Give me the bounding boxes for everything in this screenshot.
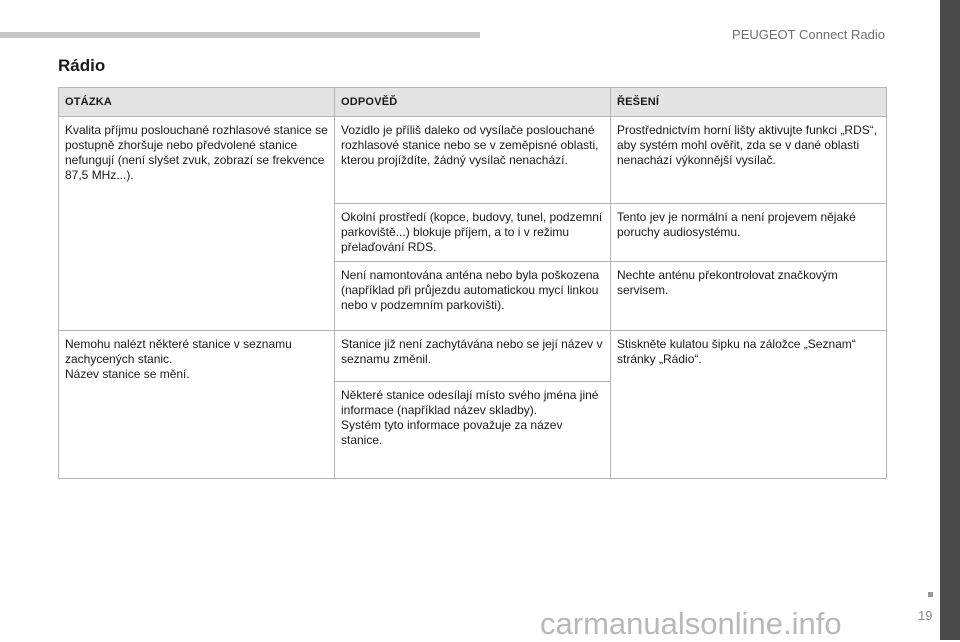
solution-cell: Nechte anténu překontrolovat značkovým servisem. [611,262,887,331]
page-number: 19 [918,608,933,623]
solution-cell: Tento jev je normální a není projevem nějaké poruchy audiosystému. [611,204,887,262]
solution-cell: Stiskněte kulatou šipku na záložce „Seznam“ stránky „Rádio“. [611,331,887,479]
section-title: Rádio [58,56,106,75]
answer-cell: Není namontována anténa nebo byla poškozena (například při průjezdu automatickou mycí linkou nebo v podzemním parkovišti). [335,262,611,331]
table-header-row [59,88,887,117]
answer-cell: Vozidlo je příliš daleko od vysílače poslouchané rozhlasové stanice nebo se v zeměpisné oblasti, kterou projíždíte, žádný vysílač nenachází. [335,117,611,204]
answer-cell: Některé stanice odesílají místo svého jména jiné informace (například název skladby). Systém tyto informace považuje za název stanice. [335,382,611,479]
solution-cell: Prostřednictvím horní lišty aktivujte funkci „RDS“, aby systém mohl ověřit, zda se v dané oblasti nenachází výkonnější vysílač. [611,117,887,204]
faq-table [58,87,887,479]
table-row [59,117,887,204]
watermark: carmanualsonline.info [540,606,842,641]
answer-cell: Okolní prostředí (kopce, budovy, tunel, podzemní parkoviště...) blokuje příjem, a to i v režimu přelaďování RDS. [335,204,611,262]
question-cell: Nemohu nalézt některé stanice v seznamu zachycených stanic. Název stanice se mění. [59,331,335,479]
question-cell: Kvalita příjmu poslouchané rozhlasové stanice se postupně zhoršuje nebo předvolené stanice nefungují (není slyšet zvuk, zobrazí se frekvence 87,5 MHz...). [59,117,335,331]
answer-cell: Stanice již není zachytávána nebo se její název v seznamu změnil. [335,331,611,382]
table-row [59,331,887,382]
side-strip [940,0,960,640]
manual-title: PEUGEOT Connect Radio [732,27,885,42]
header-question: OTÁZKA [59,88,335,117]
page-bullet [928,592,933,597]
header-bar [0,32,480,38]
header-answer: ODPOVĚĎ [335,88,611,117]
header-solution: ŘEŠENÍ [611,88,887,117]
